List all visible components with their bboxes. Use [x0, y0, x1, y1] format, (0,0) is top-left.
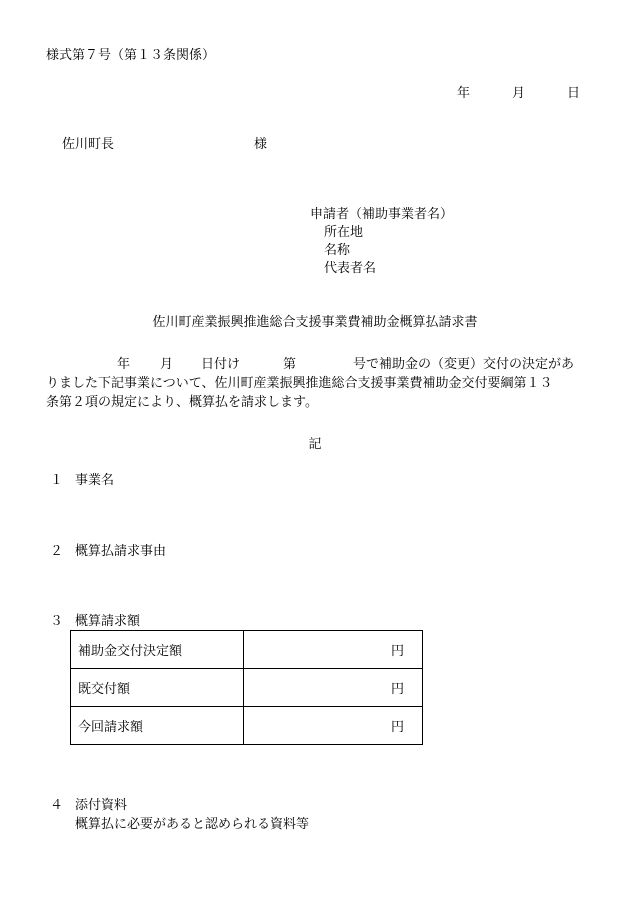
yen-unit: 円	[390, 682, 404, 697]
ref-dated-label: 日付け	[201, 357, 241, 372]
body-line-2: りました下記事業について、佐川町産業振興推進総合支援事業費補助金交付要綱第１３	[46, 376, 553, 391]
yen-unit: 円	[390, 720, 404, 735]
addressee-name: 佐川町長	[62, 137, 115, 152]
section-3-number: ３	[50, 614, 64, 629]
section-4-detail: 概算払に必要があると認められる資料等	[75, 817, 310, 832]
section-4-number: ４	[50, 798, 64, 813]
table-row	[71, 631, 423, 669]
amount-label: 今回請求額	[71, 707, 244, 745]
body-line-3: 条第２項の規定により、概算払を請求します。	[46, 395, 318, 410]
date-day-label: 日	[567, 86, 581, 101]
section-2-number: ２	[50, 544, 64, 559]
amount-value-cell[interactable]	[244, 631, 423, 669]
yen-unit: 円	[390, 644, 404, 659]
ref-year-label: 年	[117, 357, 131, 372]
applicant-block	[310, 206, 453, 278]
ref-number-suffix: 号で補助金の（変更）交付の決定があ	[353, 357, 575, 372]
amount-value-cell[interactable]	[244, 669, 423, 707]
table-row	[71, 707, 423, 745]
date-month-label: 月	[512, 86, 526, 101]
body-line-1	[46, 355, 586, 374]
applicant-heading: 申請者（補助事業者名）	[310, 207, 454, 222]
amount-label: 補助金交付決定額	[71, 631, 244, 669]
form-number: 様式第７号（第１３条関係）	[46, 48, 216, 63]
date-year-label: 年	[457, 86, 471, 101]
ref-month-label: 月	[160, 357, 174, 372]
addressee-honorific: 様	[254, 137, 268, 152]
section-2-label: 概算払請求事由	[75, 544, 167, 559]
section-3-label: 概算請求額	[75, 614, 141, 629]
ref-number-prefix: 第	[283, 357, 297, 372]
amount-table	[70, 630, 423, 745]
document-title: 佐川町産業振興推進総合支援事業費補助金概算払請求書	[152, 315, 478, 330]
table-row	[71, 669, 423, 707]
amount-value-cell[interactable]	[244, 707, 423, 745]
section-4-label: 添付資料	[75, 798, 128, 813]
body-paragraph	[46, 355, 586, 412]
applicant-name-label: 名称	[324, 243, 351, 258]
applicant-address-label: 所在地	[324, 225, 364, 240]
section-1-number: １	[50, 473, 64, 488]
applicant-representative-label: 代表者名	[324, 261, 377, 276]
amount-label: 既交付額	[71, 669, 244, 707]
ki-marker: 記	[308, 437, 322, 452]
section-1-label: 事業名	[75, 473, 115, 488]
